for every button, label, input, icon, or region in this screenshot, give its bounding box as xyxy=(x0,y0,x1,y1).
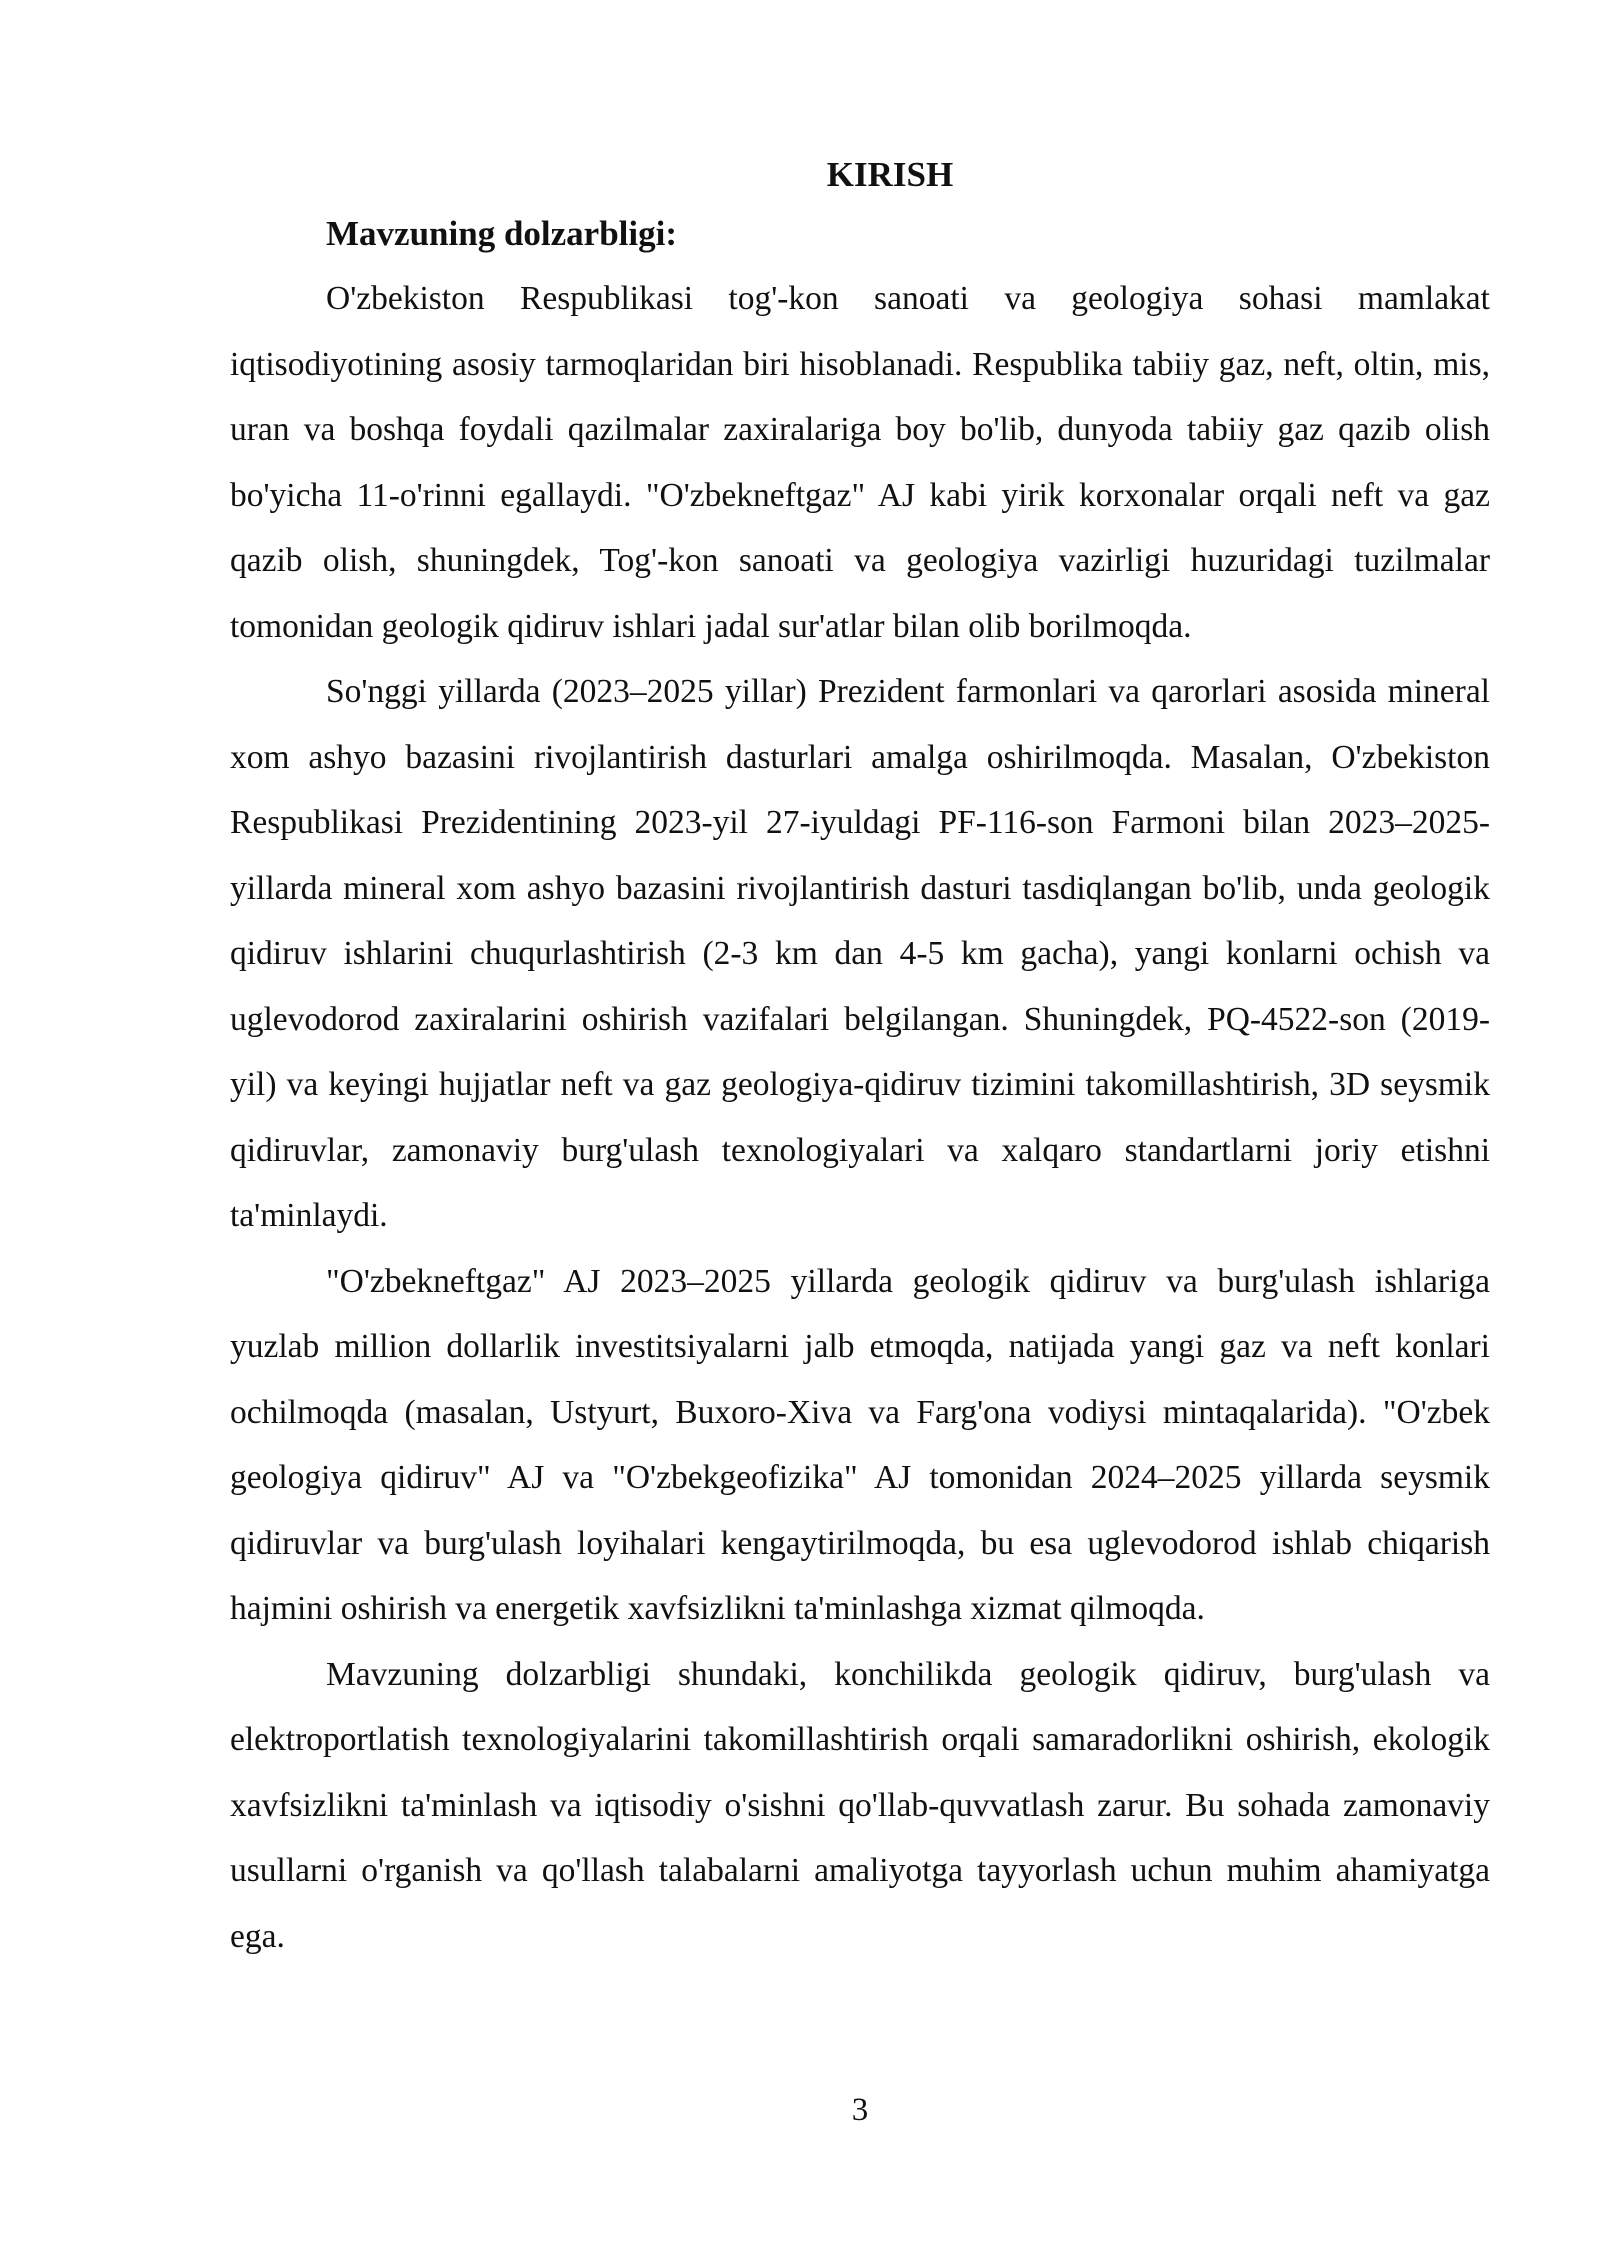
section-title: KIRISH xyxy=(826,155,954,194)
paragraph-3: "O'zbekneftgaz" AJ 2023–2025 yillarda geologik qidiruv va burg'ulash ishlariga yuzlab million dollarlik investitsiyalarni jalb etmoqda, natijada yangi gaz va neft konlari ochilmoqda (masalan, Ustyurt, Buxoro-Xiva va Farg'ona vodiysi mintaqalarida). "O'zbek geologiya qidiruv" AJ va "O'zbekgeofizika" AJ tomonidan 2024–2025 yillarda seysmik qidiruvlar va burg'ulash loyihalari kengaytirilmoqda, bu esa uglevodorod ishlab chiqarish hajmini oshirish va energetik xavfsizlikni ta'minlashga xizmat qilmoqda. xyxy=(230,1262,1490,1627)
page-content xyxy=(230,150,1490,1969)
page-number: 3 xyxy=(851,2092,869,2128)
paragraph-2: So'nggi yillarda (2023–2025 yillar) Prezident farmonlari va qarorlari asosida mineral xom ashyo bazasini rivojlantirish dasturlari amalga oshirilmoqda. Masalan, O'zbekiston Respublikasi Prezidentining 2023-yil 27-iyuldagi PF-116-son Farmoni bilan 2023–2025-yillarda mineral xom ashyo bazasini rivojlantirish dasturi tasdiqlangan bo'lib, unda geologik qidiruv ishlarini chuqurlashtirish (2-3 km dan 4-5 km gacha), yangi konlarni ochish va uglevodorod zaxiralarini oshirish vazifalari belgilangan. Shuningdek, PQ-4522-son (2019-yil) va keyingi hujjatlar neft va gaz geologiya-qidiruv tizimini takomillashtirish, 3D seysmik qidiruvlar, zamonaviy burg'ulash texnologiyalari va xalqaro standartlarni joriy etishni ta'minlaydi. xyxy=(230,673,1490,1234)
paragraph-4: Mavzuning dolzarbligi shundaki, konchilikda geologik qidiruv, burg'ulash va elektroportlatish texnologiyalarini takomillashtirish orqali samaradorlikni oshirish, ekologik xavfsizlikni ta'minlash va iqtisodiy o'sishni qo'llab-quvvatlash zarur. Bu sohada zamonaviy usullarni o'rganish va qo'llash talabalarni amaliyotga tayyorlash uchun muhim ahamiyatga ega. xyxy=(230,1655,1490,1955)
section-subtitle: Mavzuning dolzarbligi: xyxy=(326,214,677,253)
paragraph-1: O'zbekiston Respublikasi tog'-kon sanoati va geologiya sohasi mamlakat iqtisodiyotining asosiy tarmoqlaridan biri hisoblanadi. Respublika tabiiy gaz, neft, oltin, mis, uran va boshqa foydali qazilmalar zaxiralariga boy bo'lib, dunyoda tabiiy gaz qazib olish bo'yicha 11-o'rinni egallaydi. "O'zbekneftgaz" AJ kabi yirik korxonalar orqali neft va gaz qazib olish, shuningdek, Tog'-kon sanoati va geologiya vazirligi huzuridagi tuzilmalar tomonidan geologik qidiruv ishlari jadal sur'atlar bilan olib borilmoqda. xyxy=(230,280,1490,645)
